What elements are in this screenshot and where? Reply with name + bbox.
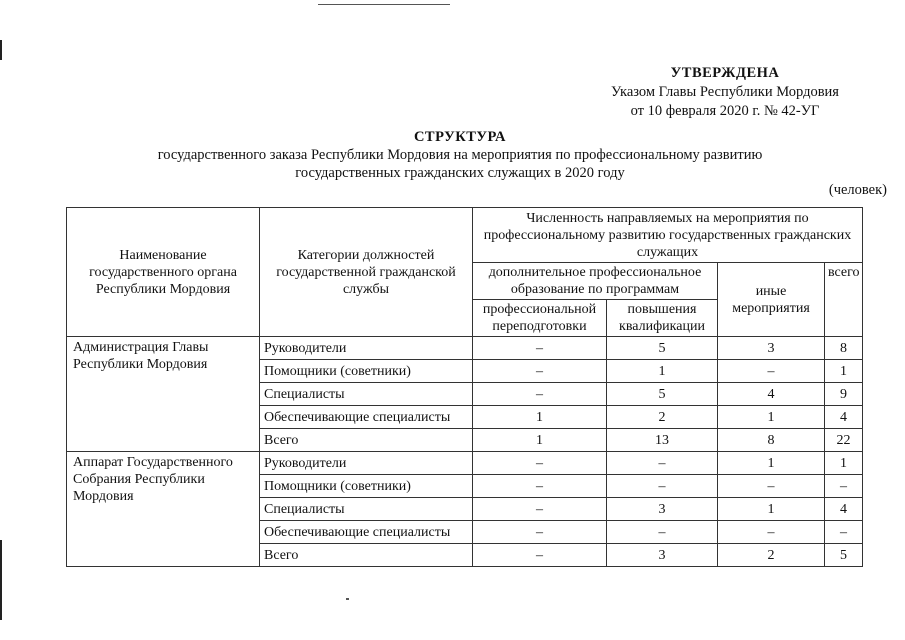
approval-stamp: УТВЕРЖДЕНА (670, 65, 780, 81)
table-row (67, 337, 863, 360)
cell-other: 1 (718, 498, 825, 521)
cell-other: 2 (718, 544, 825, 567)
cell-total: 1 (825, 452, 863, 475)
cell-total: 9 (825, 383, 863, 406)
cell-retraining: – (473, 360, 607, 383)
cell-qualification: 1 (607, 360, 718, 383)
header-dpo-group: дополнительное профессиональное образование по программам (473, 263, 718, 300)
title-line-2: государственных гражданских служащих в 2020 году (295, 165, 625, 181)
approval-block (560, 64, 890, 121)
row-category: Специалисты (260, 383, 473, 406)
cell-qualification: 2 (607, 406, 718, 429)
cell-retraining: – (473, 475, 607, 498)
cell-total: 4 (825, 406, 863, 429)
cell-retraining: – (473, 544, 607, 567)
top-rule (318, 4, 450, 5)
header-row-1 (67, 208, 863, 263)
cell-retraining: – (473, 521, 607, 544)
row-category: Обеспечивающие специалисты (260, 521, 473, 544)
row-category: Всего (260, 544, 473, 567)
cell-total: 8 (825, 337, 863, 360)
scan-speck (346, 598, 349, 600)
org-name: Аппарат Государственного Собрания Республики Мордовия (67, 452, 260, 567)
cell-retraining: 1 (473, 406, 607, 429)
cell-total: – (825, 475, 863, 498)
header-other: иные мероприятия (718, 263, 825, 337)
cell-other: – (718, 475, 825, 498)
row-category: Руководители (260, 337, 473, 360)
cell-other: 1 (718, 406, 825, 429)
cell-qualification: 3 (607, 498, 718, 521)
row-category: Помощники (советники) (260, 475, 473, 498)
approval-date: от 10 февраля 2020 г. № 42-УГ (630, 103, 820, 119)
cell-total: 4 (825, 498, 863, 521)
cell-other: 4 (718, 383, 825, 406)
cell-other: – (718, 521, 825, 544)
cell-retraining: – (473, 452, 607, 475)
header-count-group: Численность направляемых на мероприятия по профессиональному развитию государственных гражданских служащих (473, 208, 863, 263)
row-category: Всего (260, 429, 473, 452)
cell-retraining: 1 (473, 429, 607, 452)
header-category: Категории должностей государственной гражданской службы (260, 208, 473, 337)
structure-table (66, 207, 863, 567)
unit-label: (человек) (828, 182, 887, 198)
approval-decree: Указом Главы Республики Мордовия (611, 84, 839, 100)
cell-qualification: – (607, 521, 718, 544)
header-retraining: профессиональной переподготовки (473, 300, 607, 337)
header-org: Наименование государственного органа Республики Мордовия (67, 208, 260, 337)
row-category: Руководители (260, 452, 473, 475)
scan-edge (0, 0, 2, 640)
row-category: Помощники (советники) (260, 360, 473, 383)
org-name: Администрация Главы Республики Мордовия (67, 337, 260, 452)
cell-other: 1 (718, 452, 825, 475)
title-heading: СТРУКТУРА (413, 129, 507, 145)
cell-qualification: 13 (607, 429, 718, 452)
cell-total: 22 (825, 429, 863, 452)
cell-retraining: – (473, 498, 607, 521)
cell-qualification: – (607, 452, 718, 475)
title-line-1: государственного заказа Республики Мордовия на мероприятия по профессиональному развитию (157, 147, 763, 163)
cell-total: – (825, 521, 863, 544)
cell-qualification: 5 (607, 383, 718, 406)
cell-other: 8 (718, 429, 825, 452)
cell-other: 3 (718, 337, 825, 360)
cell-total: 1 (825, 360, 863, 383)
cell-retraining: – (473, 337, 607, 360)
header-qualification: повышения квалификации (607, 300, 718, 337)
cell-other: – (718, 360, 825, 383)
header-total: всего (825, 263, 863, 337)
table-row (67, 452, 863, 475)
cell-retraining: – (473, 383, 607, 406)
cell-qualification: – (607, 475, 718, 498)
document-title (60, 128, 860, 182)
row-category: Специалисты (260, 498, 473, 521)
cell-qualification: 5 (607, 337, 718, 360)
row-category: Обеспечивающие специалисты (260, 406, 473, 429)
cell-total: 5 (825, 544, 863, 567)
cell-qualification: 3 (607, 544, 718, 567)
